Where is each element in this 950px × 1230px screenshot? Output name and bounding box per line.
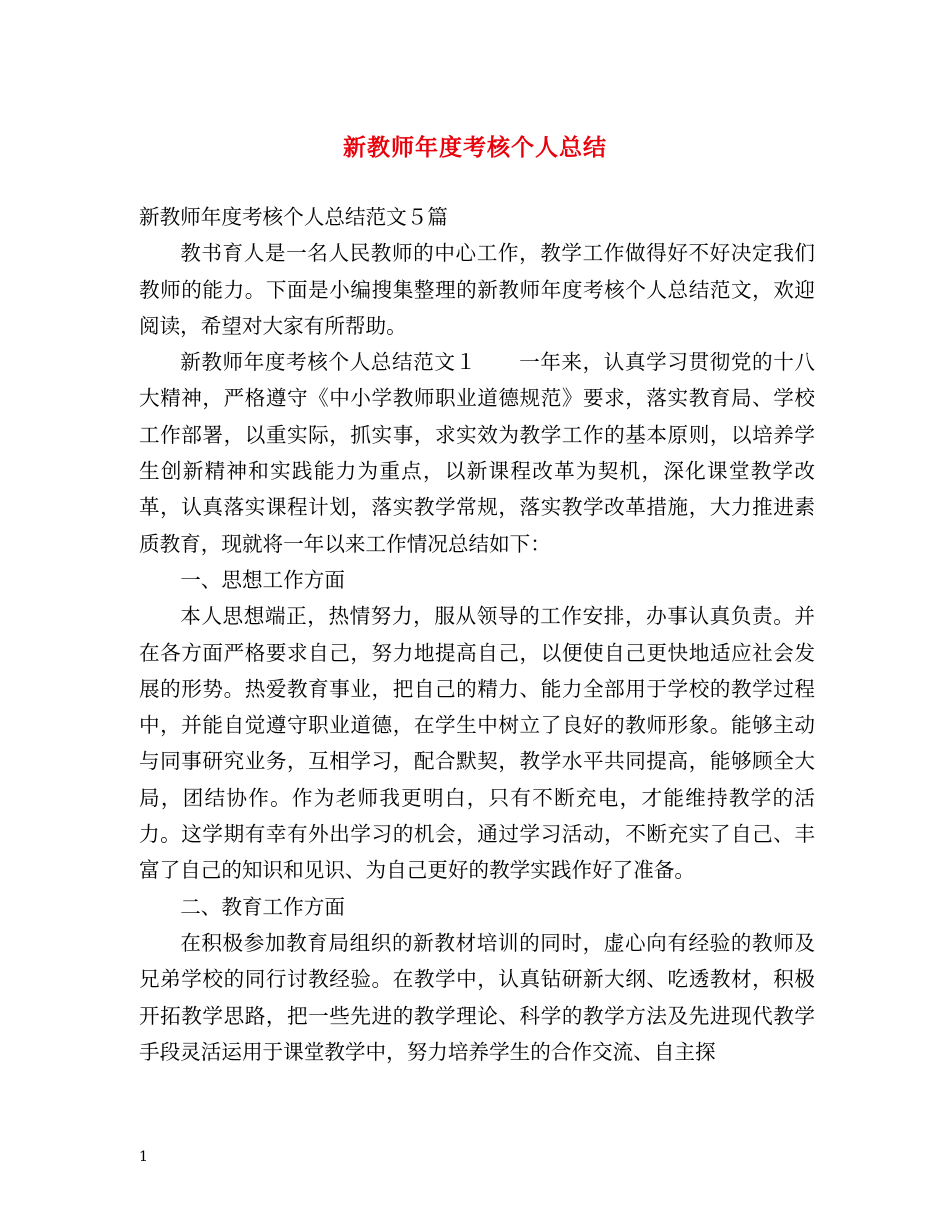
document-title: 新教师年度考核个人总结 <box>343 134 607 161</box>
section-heading-education: 二、教育工作方面 <box>180 894 345 919</box>
education-paragraph: 在积极参加教育局组织的新教材培训的同时，虚心向有经验的教师及兄弟学校的同行讨教经验。在教学中，认真钻研新大纲、吃透教材，积极开拓教学思路，把一些先进的教学理论、科学的教学方法及先进现代教学手段灵活运用于课堂教学中，努力培养学生的合作交流、自主探 <box>139 930 815 1064</box>
page-number: 1 <box>139 1149 148 1165</box>
subtitle-paragraph: 新教师年度考核个人总结范文５篇 <box>139 205 448 229</box>
ideology-paragraph: 本人思想端正，热情努力，服从领导的工作安排，办事认真负责。并在各方面严格要求自己，努力地提高自己，以便使自己更快地适应社会发展的形势。热爱教育事业，把自己的精力、能力全部用于学校的教学过程中，并能自觉遵守职业道德，在学生中树立了良好的教师形象。能够主动与同事研究业务，互相学习，配合默契，教学水平共同提高，能够顾全大局，团结协作。作为老师我更明白，只有不断充电，才能维持教学的活力。这学期有幸有外出学习的机会，通过学习活动，不断充实了自己、丰富了自己的知识和见识、为自己更好的教学实践作好了准备。 <box>139 604 815 883</box>
document-body <box>139 199 815 1070</box>
sample-one-paragraph: 新教师年度考核个人总结范文１ 一年来，认真学习贯彻党的十八大精神，严格遵守《中小学教师职业道德规范》要求，落实教育局、学校工作部署，以重实际，抓实事，求实效为教学工作的基本原则，以培养学生创新精神和实践能力为重点，以新课程改革为契机，深化课堂教学改革，认真落实课程计划，落实教学常规，落实教学改革措施，大力推进素质教育，现就将一年以来工作情况总结如下： <box>139 350 815 556</box>
section-heading-ideology: 一、思想工作方面 <box>180 567 345 592</box>
intro-paragraph: 教书育人是一名人民教师的中心工作，教学工作做得好不好决定我们教师的能力。下面是小编搜集整理的新教师年度考核个人总结范文，欢迎阅读，希望对大家有所帮助。 <box>139 241 815 338</box>
